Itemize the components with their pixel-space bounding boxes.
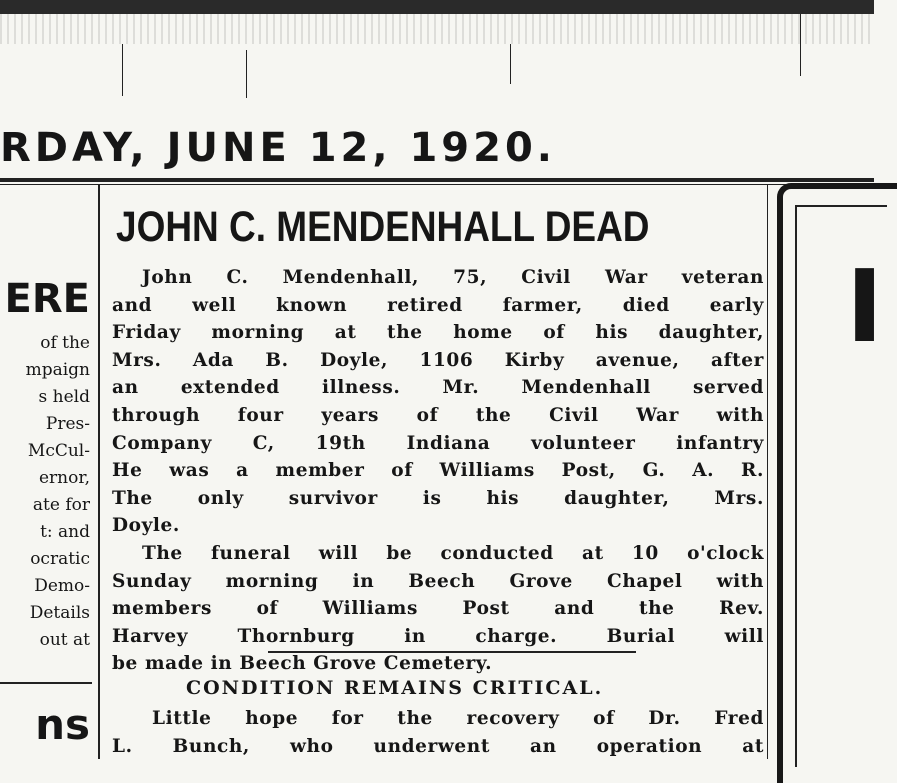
article-line: through four years of the Civil War with	[112, 404, 764, 426]
article-body	[112, 264, 764, 292]
left-column-line: of the	[40, 333, 90, 353]
left-column-line: Details	[29, 603, 90, 623]
dateline-rule	[0, 178, 874, 182]
second-article-line: L. Bunch, who underwent an operation at	[112, 735, 764, 757]
article-line: The funeral will be conducted at 10 o'clock	[142, 542, 764, 564]
article-line: Company C, 19th Indiana volunteer infantry	[112, 432, 764, 454]
left-column-headline: ERE	[4, 276, 90, 322]
article-headline: JOHN C. MENDENHALL DEAD	[116, 203, 650, 251]
article-paragraph-2	[112, 540, 764, 568]
left-column-line: Pres-	[45, 414, 90, 434]
article-line: members of Williams Post and the Rev.	[112, 598, 764, 620]
left-column-line: mpaign	[25, 360, 90, 380]
left-column	[0, 260, 90, 650]
article-line: The only survivor is his daughter, Mrs.	[112, 487, 764, 509]
second-article-paragraph	[112, 705, 764, 733]
article-line: and well known retired farmer, died early	[112, 294, 764, 316]
article-line: He was a member of Williams Post, G. A. R.	[112, 460, 764, 482]
left-column-text	[0, 330, 90, 654]
right-column-letter: I	[846, 248, 884, 365]
article-line: John C. Mendenhall, 75, Civil War veteran	[142, 267, 764, 288]
column-divider-right	[767, 185, 768, 759]
left-column-line: Demo-	[34, 576, 90, 596]
dateline: RDAY, JUNE 12, 1920.	[0, 125, 556, 171]
article-separator	[268, 651, 636, 653]
left-column-line: t: and	[40, 522, 90, 542]
column-rule	[800, 14, 801, 76]
second-article-line: Little hope for the recovery of Dr. Fred	[152, 708, 764, 729]
page-top-texture	[0, 14, 874, 44]
article-line: Doyle.	[112, 515, 180, 537]
left-column-line: s held	[38, 387, 90, 407]
left-column-line: ocratic	[30, 549, 90, 569]
article-line: be made in Beech Grove Cemetery.	[112, 653, 493, 675]
left-column-line: McCul-	[27, 441, 90, 461]
left-column-line: ate for	[32, 495, 90, 515]
article-line: Sunday morning in Beech Grove Chapel with	[112, 570, 764, 592]
left-column-rule	[0, 682, 92, 684]
column-rule	[122, 44, 123, 96]
article-line: Friday morning at the home of his daughter,	[112, 322, 764, 344]
column-divider-left	[98, 185, 100, 759]
obituary-article	[112, 190, 764, 678]
column-rule	[246, 50, 247, 98]
column-rule	[510, 44, 511, 84]
left-column-line: ernor,	[38, 468, 90, 488]
article-line: Mrs. Ada B. Doyle, 1106 Kirby avenue, after	[112, 349, 764, 371]
page-top-edge	[0, 0, 874, 14]
article-line: an extended illness. Mr. Mendenhall served	[112, 377, 764, 399]
left-column-bottom-headline: ns	[35, 700, 90, 749]
second-article-headline: CONDITION REMAINS CRITICAL.	[186, 677, 604, 699]
article-line: Harvey Thornburg in charge. Burial will	[112, 625, 764, 647]
second-article-body	[112, 705, 764, 760]
left-column-line: out at	[39, 630, 90, 650]
dateline-rule-thin	[0, 184, 874, 185]
